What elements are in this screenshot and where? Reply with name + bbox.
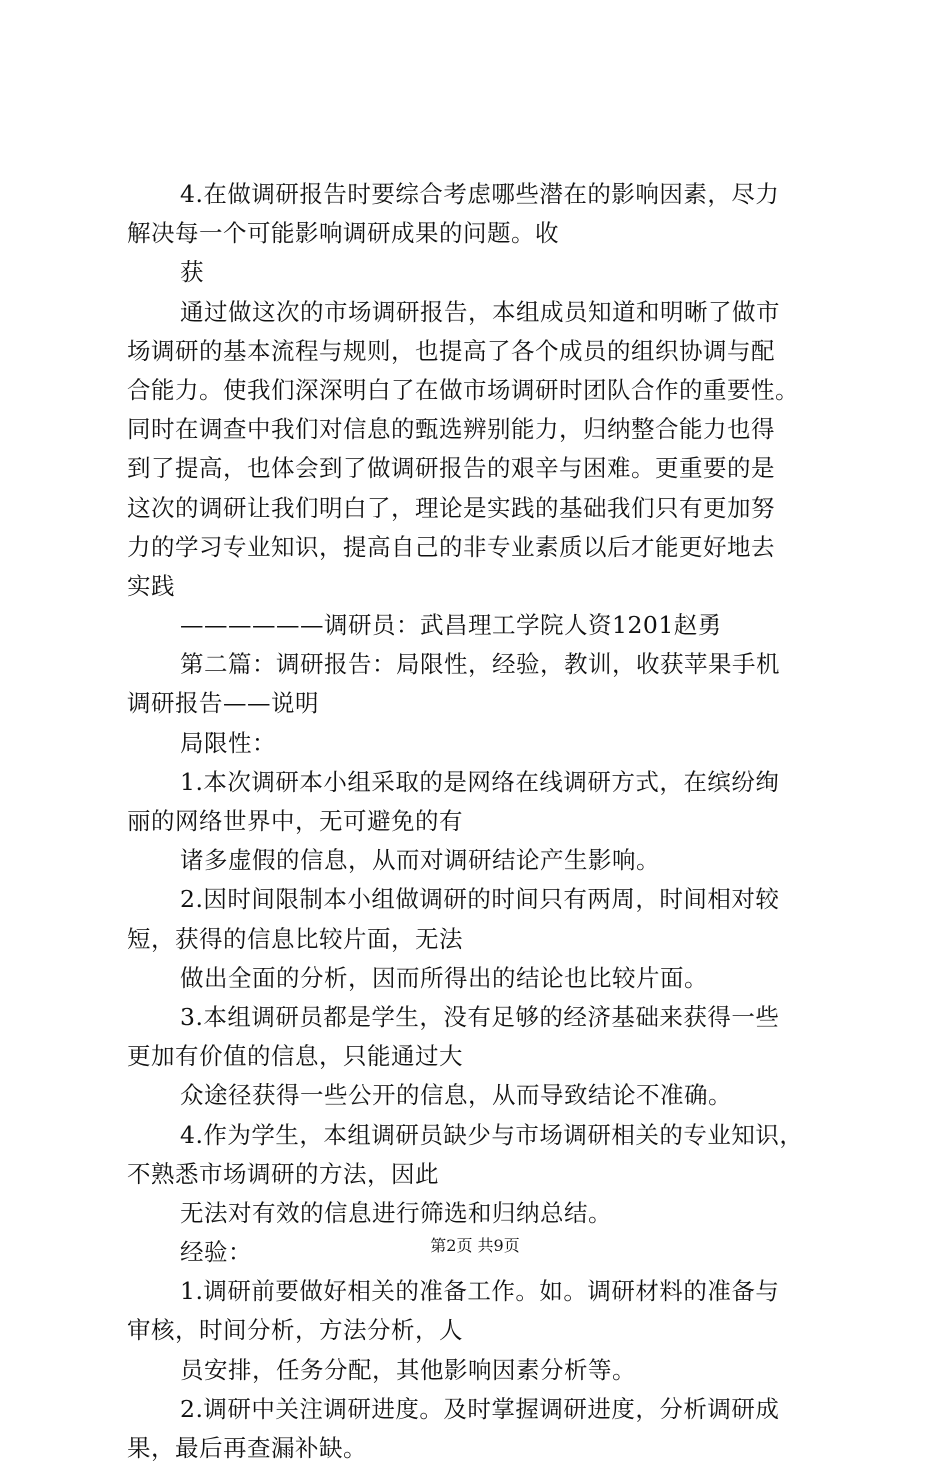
text-line: 不熟悉市场调研的方法，因此 — [127, 1159, 439, 1188]
text-line: 场调研的基本流程与规则，也提高了各个成员的组织协调与配 — [127, 336, 775, 365]
text-line: 做出全面的分析，因而所得出的结论也比较片面。 — [180, 963, 708, 992]
text-line: 短，获得的信息比较片面，无法 — [127, 924, 463, 953]
text-line: 同时在调查中我们对信息的甄选辨别能力，归纳整合能力也得 — [127, 415, 775, 444]
text-line: 3.本组调研员都是学生，没有足够的经济基础来获得一些 — [180, 1002, 780, 1031]
text-line: 4.作为学生，本组调研员缺少与市场调研相关的专业知识， — [180, 1120, 804, 1149]
text-line: 审核，时间分析，方法分析，人 — [127, 1316, 463, 1345]
page-footer: 第2页 共9页 — [430, 1236, 520, 1255]
text-line: 丽的网络世界中，无可避免的有 — [127, 807, 463, 835]
text-line: 通过做这次的市场调研报告，本组成员知道和明晰了做市 — [180, 297, 780, 326]
text-line: 员安排，任务分配，其他影响因素分析等。 — [180, 1355, 636, 1384]
text-line: 更加有价值的信息，只能通过大 — [127, 1042, 463, 1071]
document-body — [127, 175, 847, 1468]
text-line: 这次的调研让我们明白了，理论是实践的基础我们只有更加努 — [127, 493, 775, 522]
text-line: 实践 — [127, 571, 175, 600]
text-line: 到了提高，也体会到了做调研报告的艰辛与困难。更重要的是 — [127, 454, 775, 483]
text-line: 果，最后再查漏补缺。 — [127, 1434, 367, 1462]
text-line: 调研报告——说明 — [127, 689, 319, 718]
text-line: 局限性： — [180, 728, 276, 757]
text-line: 诸多虚假的信息，从而对调研结论产生影响。 — [180, 846, 660, 875]
text-line: 解决每一个可能影响调研成果的问题。收 — [127, 219, 559, 248]
text-line: 第二篇：调研报告：局限性，经验，教训，收获苹果手机 — [180, 650, 780, 679]
text-line: 合能力。使我们深深明白了在做市场调研时团队合作的重要性。 — [127, 375, 799, 404]
text-line: 2.调研中关注调研进度。及时掌握调研进度，分析调研成 — [180, 1394, 780, 1423]
text-line: 力的学习专业知识，提高自己的非专业素质以后才能更好地去 — [127, 532, 775, 561]
text-line: 获 — [180, 258, 204, 287]
text-line: 无法对有效的信息进行筛选和归纳总结。 — [180, 1198, 612, 1227]
text-line: ——————调研员：武昌理工学院人资1201赵勇 — [180, 611, 722, 640]
text-line: 1.调研前要做好相关的准备工作。如。调研材料的准备与 — [180, 1277, 780, 1306]
text-line: 4.在做调研报告时要综合考虑哪些潜在的影响因素，尽力 — [180, 180, 780, 208]
text-line: 2.因时间限制本小组做调研的时间只有两周，时间相对较 — [180, 885, 780, 914]
text-line: 经验： — [180, 1238, 252, 1267]
text-line: 众途径获得一些公开的信息，从而导致结论不准确。 — [180, 1081, 732, 1110]
text-line: 1.本次调研本小组采取的是网络在线调研方式，在缤纷绚 — [180, 767, 780, 796]
